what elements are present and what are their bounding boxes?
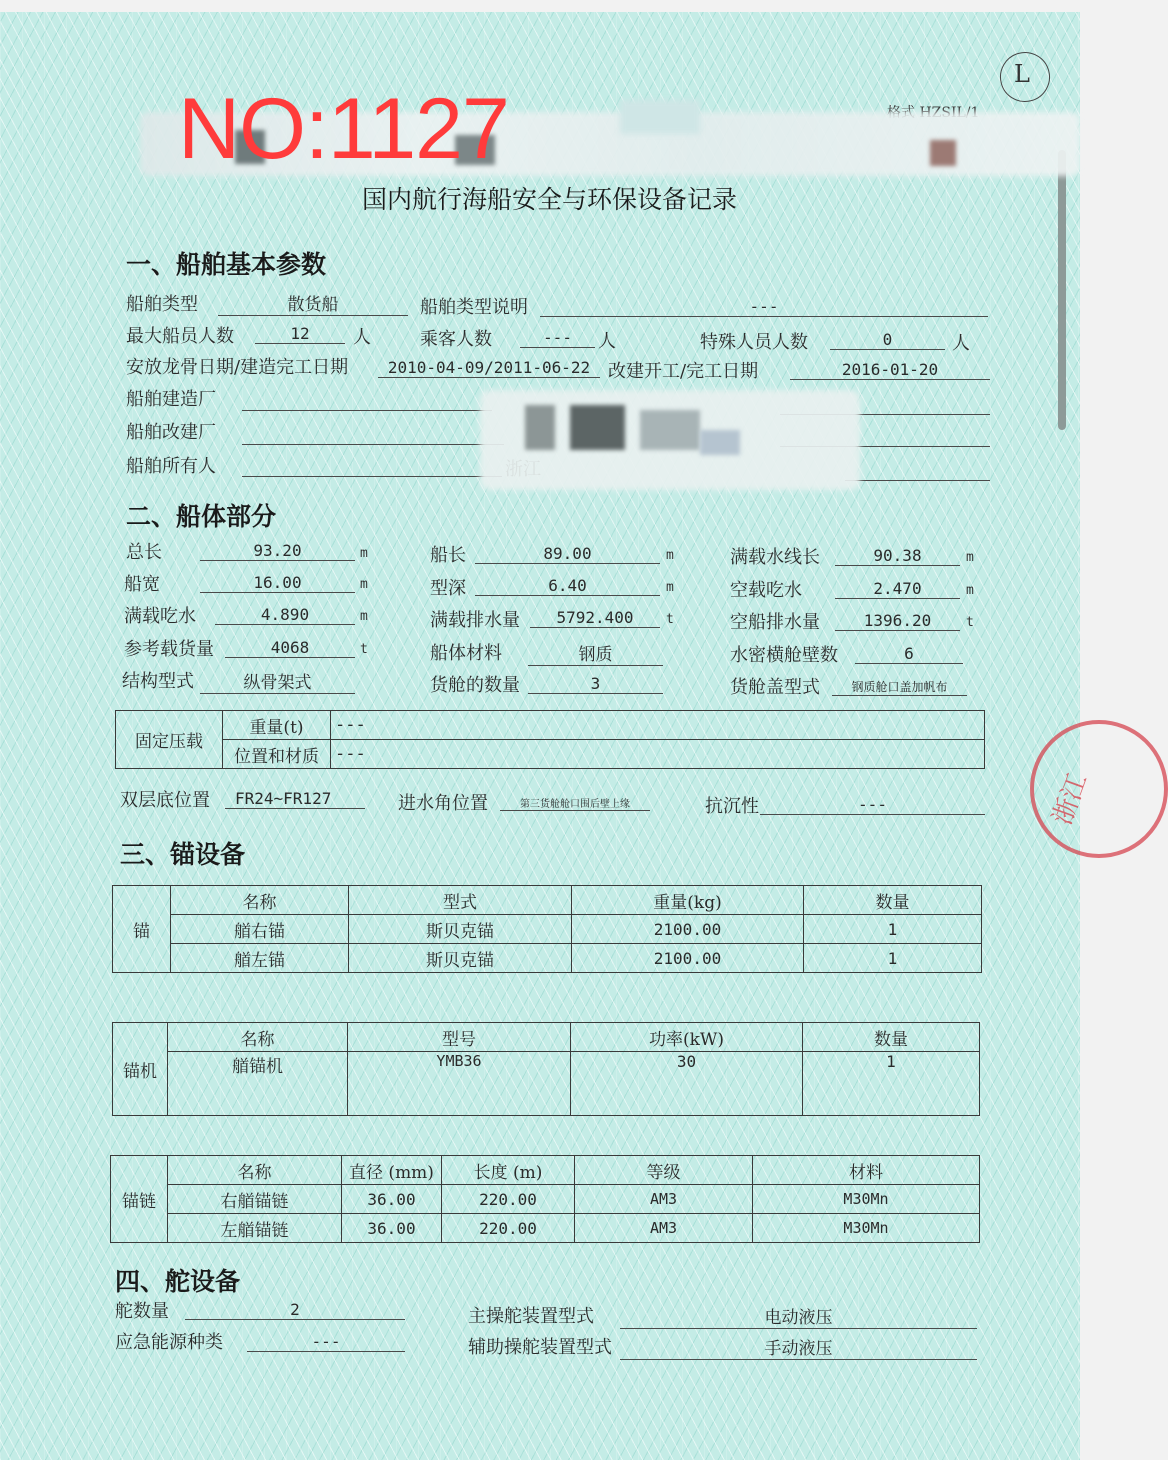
max-crew-value: 12 (255, 324, 345, 344)
beam-label: 船宽 (124, 574, 160, 595)
full-disp-unit: t (666, 612, 674, 627)
chain-header: 等级 (575, 1156, 753, 1185)
max-crew-label: 最大船员人数 (126, 326, 234, 347)
ballast-pos-label: 位置和材质 (223, 740, 331, 769)
ballast-pos-value: --- (331, 740, 985, 769)
chain-group-label: 锚链 (111, 1156, 168, 1243)
anchor-header: 型式 (349, 886, 572, 915)
hatch-label: 货舱盖型式 (730, 677, 820, 698)
table-row (113, 1052, 980, 1116)
main-gear-value: 电动液压 (620, 1303, 977, 1329)
holds-value: 3 (528, 674, 663, 694)
emerg-label: 应急能源种类 (115, 1332, 223, 1353)
chain-cell: 220.00 (442, 1185, 575, 1214)
refit-label: 改建开工/完工日期 (608, 361, 759, 382)
hatch-value: 钢质舱口盖加帆布 (832, 676, 967, 696)
full-disp-label: 满载排水量 (430, 610, 520, 631)
windlass-header: 数量 (803, 1023, 980, 1052)
refitter-label: 船舶改建厂 (126, 422, 216, 443)
ref-cargo-unit: t (360, 642, 368, 657)
windlass-cell: 30 (571, 1052, 803, 1116)
anchor-cell: 斯贝克锚 (349, 944, 572, 973)
beam-unit: m (360, 577, 368, 592)
ship-type-desc-value: --- (540, 297, 988, 317)
refit-value: 2016-01-20 (790, 360, 990, 380)
loa-label: 总长 (126, 542, 162, 563)
scrollbar[interactable] (1058, 150, 1066, 430)
ship-type-value: 散货船 (218, 290, 408, 316)
table-row (111, 1214, 980, 1243)
aux-gear-value: 手动液压 (620, 1334, 977, 1360)
table-row (113, 915, 982, 944)
passengers-unit: 人 (598, 331, 616, 352)
chain-header: 名称 (168, 1156, 342, 1185)
full-draft-value: 4.890 (215, 605, 355, 625)
anchor-header: 名称 (171, 886, 349, 915)
lwl-label: 满载水线长 (730, 547, 820, 568)
anchor-cell: 艏右锚 (171, 915, 349, 944)
chain-cell: 右艏锚链 (168, 1185, 342, 1214)
windlass-header: 功率(kW) (571, 1023, 803, 1052)
anchor-cell: 斯贝克锚 (349, 915, 572, 944)
ref-cargo-label: 参考载货量 (124, 639, 214, 660)
chain-header: 材料 (753, 1156, 980, 1185)
full-draft-label: 满载吃水 (124, 606, 196, 627)
light-draft-label: 空载吃水 (730, 580, 802, 601)
builder-value-line (242, 384, 492, 411)
chain-cell: M30Mn (753, 1214, 980, 1243)
redaction-block (700, 430, 740, 455)
redaction-block (620, 100, 700, 134)
anchor-table (112, 885, 982, 973)
section4-heading: 四、舵设备 (115, 1267, 241, 1296)
owner-value-line (242, 452, 502, 477)
lwl-unit: m (966, 550, 974, 565)
aux-gear-label: 辅助操舵装置型式 (468, 1337, 612, 1358)
beam-value: 16.00 (200, 573, 355, 593)
emerg-value: --- (247, 1332, 405, 1352)
special-label: 特殊人员人数 (700, 332, 808, 353)
windlass-cell: YMB36 (348, 1052, 571, 1116)
lbp-unit: m (666, 548, 674, 563)
ballast-weight-label: 重量(t) (223, 711, 331, 740)
page-mark: L (1014, 60, 1030, 88)
builder-label: 船舶建造厂 (126, 389, 216, 410)
bulkheads-label: 水密横舱壁数 (730, 645, 838, 666)
section2-heading: 二、船体部分 (126, 502, 277, 531)
windlass-cell: 1 (803, 1052, 980, 1116)
full-disp-value: 5792.400 (530, 608, 660, 628)
windlass-header: 名称 (168, 1023, 348, 1052)
chain-cell: 220.00 (442, 1214, 575, 1243)
structure-label: 结构型式 (122, 671, 194, 692)
ballast-weight-value: --- (331, 711, 985, 740)
structure-value: 纵骨架式 (200, 668, 355, 694)
loa-value: 93.20 (200, 541, 355, 561)
owner-label: 船舶所有人 (126, 456, 216, 477)
anchor-cell: 1 (804, 915, 982, 944)
table-row (111, 1185, 980, 1214)
anchor-header: 重量(kg) (572, 886, 804, 915)
lbp-value: 89.00 (475, 544, 660, 564)
depth-unit: m (666, 580, 674, 595)
chain-cell: 36.00 (342, 1185, 442, 1214)
special-unit: 人 (952, 333, 970, 354)
windlass-table (112, 1022, 980, 1116)
light-disp-label: 空船排水量 (730, 612, 820, 633)
flood-value: 第三货舱舱口围后壁上缘 (500, 793, 650, 811)
passengers-label: 乘客人数 (420, 329, 492, 350)
keel-value: 2010-04-09/2011-06-22 (378, 358, 600, 378)
chain-cell: 36.00 (342, 1214, 442, 1243)
anchor-cell: 2100.00 (572, 915, 804, 944)
rudders-value: 2 (185, 1300, 405, 1320)
light-disp-unit: t (966, 615, 974, 630)
anchor-group-label: 锚 (113, 886, 171, 973)
redaction-block (525, 405, 555, 450)
holds-label: 货舱的数量 (430, 675, 520, 696)
light-draft-unit: m (966, 583, 974, 598)
light-draft-value: 2.470 (835, 579, 960, 599)
unsink-value: --- (760, 795, 985, 815)
ship-type-label: 船舶类型 (126, 294, 198, 315)
keel-label: 安放龙骨日期/建造完工日期 (126, 357, 349, 378)
ship-type-desc-label: 船舶类型说明 (420, 297, 528, 318)
lbp-label: 船长 (430, 545, 466, 566)
double-bottom-label: 双层底位置 (120, 790, 210, 811)
windlass-header: 型号 (348, 1023, 571, 1052)
bulkheads-value: 6 (855, 644, 963, 664)
serial-number: NO:1127 (178, 81, 509, 177)
anchor-cell: 2100.00 (572, 944, 804, 973)
lwl-value: 90.38 (835, 546, 960, 566)
double-bottom-value: FR24~FR127 (225, 789, 365, 809)
ref-cargo-value: 4068 (225, 638, 355, 658)
chain-table (110, 1155, 980, 1243)
page-title: 国内航行海船安全与环保设备记录 (362, 185, 738, 214)
owner-value-line-right (845, 456, 990, 481)
chain-cell: 左艏锚链 (168, 1214, 342, 1243)
anchor-cell: 艏左锚 (171, 944, 349, 973)
official-seal-text: 浙江 (1047, 769, 1094, 829)
light-disp-value: 1396.20 (835, 611, 960, 631)
main-gear-label: 主操舵装置型式 (468, 1306, 594, 1327)
chain-cell: AM3 (575, 1185, 753, 1214)
chain-cell: M30Mn (753, 1185, 980, 1214)
section3-heading: 三、锚设备 (120, 840, 246, 869)
anchor-header: 数量 (804, 886, 982, 915)
depth-label: 型深 (430, 578, 466, 599)
redaction-block (930, 140, 956, 166)
rudders-label: 舵数量 (115, 1301, 169, 1322)
section1-heading: 一、船舶基本参数 (126, 250, 327, 279)
refitter-value-line (242, 418, 504, 445)
chain-cell: AM3 (575, 1214, 753, 1243)
max-crew-unit: 人 (353, 327, 371, 348)
windlass-cell: 艏锚机 (168, 1052, 348, 1116)
table-row (113, 944, 982, 973)
redaction-block (570, 405, 625, 450)
hull-mat-value: 钢质 (528, 640, 663, 666)
anchor-cell: 1 (804, 944, 982, 973)
hull-mat-label: 船体材料 (430, 643, 502, 664)
flood-label: 进水角位置 (398, 793, 488, 814)
fixed-ballast-label: 固定压载 (116, 711, 223, 769)
special-value: 0 (830, 330, 945, 350)
fixed-ballast-table (115, 710, 985, 769)
depth-value: 6.40 (475, 576, 660, 596)
loa-unit: m (360, 546, 368, 561)
full-draft-unit: m (360, 609, 368, 624)
unsink-label: 抗沉性 (705, 796, 759, 817)
passengers-value: --- (520, 328, 595, 348)
windlass-group-label: 锚机 (113, 1023, 168, 1116)
chain-header: 直径 (mm) (342, 1156, 442, 1185)
chain-header: 长度 (m) (442, 1156, 575, 1185)
redaction-block (640, 410, 700, 450)
